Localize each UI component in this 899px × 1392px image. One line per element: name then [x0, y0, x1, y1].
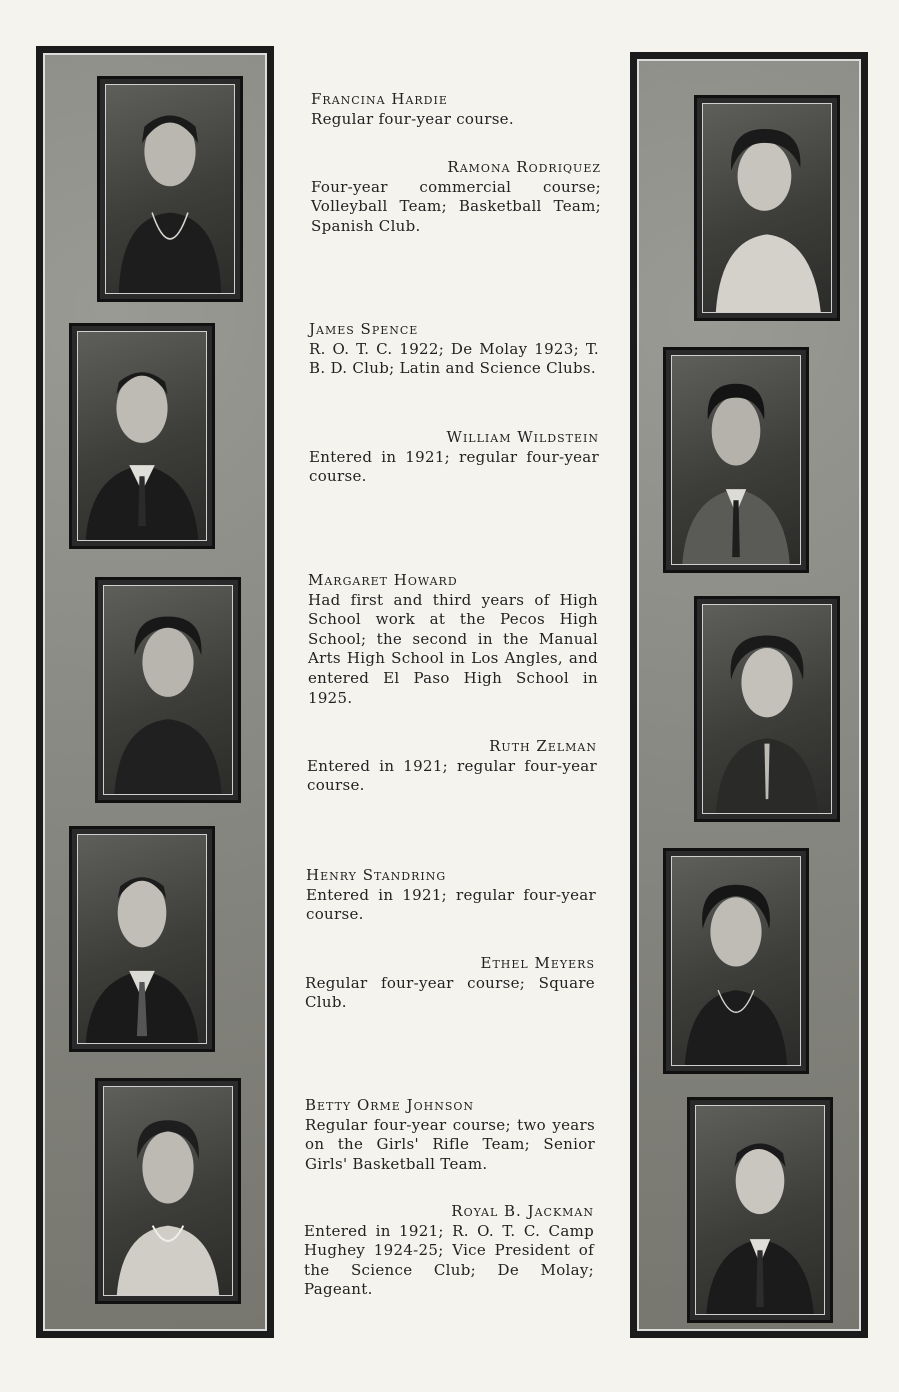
entry-margaret-howard [308, 571, 598, 708]
student-description: Entered in 1921; regular four-year course. [306, 885, 596, 924]
student-description: Entered in 1921; regular four-year course. [309, 447, 599, 486]
right-photo-strip [630, 52, 868, 1338]
student-description: R. O. T. C. 1922; De Molay 1923; T. B. D. Club; Latin and Science Clubs. [309, 339, 599, 378]
student-name: Francina Hardie [311, 90, 448, 108]
student-name: Royal B. Jackman [451, 1202, 594, 1220]
portrait-francina-hardie [97, 76, 243, 302]
entry-william-wildstein [309, 428, 599, 487]
student-name: Ramona Rodriquez [447, 158, 601, 176]
student-description: Regular four-year course; Square Club. [305, 973, 595, 1012]
student-description: Entered in 1921; regular four-year course. [307, 756, 597, 795]
portrait-royal-b-jackman [687, 1097, 833, 1323]
student-description: Had first and third years of High School work at the Pecos High School; the second in the Manual Arts High School in Los Angles, and entered El Paso High School in 1925. [308, 590, 598, 707]
student-description: Four-year commercial course; Volleyball Team; Basketball Team; Spanish Club. [311, 177, 601, 235]
portrait-henry-standring [69, 826, 215, 1052]
student-name: Ethel Meyers [480, 954, 595, 972]
entry-ethel-meyers [305, 954, 595, 1013]
portrait-ethel-meyers [663, 848, 809, 1074]
student-description: Regular four-year course; two years on the Girls' Rifle Team; Senior Girls' Basketball Team. [305, 1115, 595, 1173]
entry-ramona-rodriquez [311, 158, 601, 236]
student-name: Betty Orme Johnson [305, 1096, 475, 1114]
student-name: James Spence [309, 320, 419, 338]
portrait-betty-orme-johnson [95, 1078, 241, 1304]
portrait-james-spence [69, 323, 215, 549]
entry-betty-orme-johnson [305, 1096, 595, 1174]
student-description: Entered in 1921; R. O. T. C. Camp Hughey 1924-25; Vice President of the Science Club; De Molay; Pageant. [304, 1221, 594, 1299]
portrait-margaret-howard [95, 577, 241, 803]
entry-royal-b-jackman [304, 1202, 594, 1300]
student-name: William Wildstein [446, 428, 599, 446]
portrait-ruth-zelman [694, 596, 840, 822]
student-name: Margaret Howard [308, 571, 458, 589]
portrait-ramona-rodriquez [694, 95, 840, 321]
left-photo-strip [36, 46, 274, 1338]
entry-henry-standring [306, 866, 596, 925]
entry-francina-hardie [311, 90, 601, 129]
student-description: Regular four-year course. [311, 109, 514, 128]
entry-ruth-zelman [307, 737, 597, 796]
student-name: Ruth Zelman [489, 737, 597, 755]
portrait-william-wildstein [663, 347, 809, 573]
student-name: Henry Standring [306, 866, 447, 884]
entry-james-spence [309, 320, 599, 379]
